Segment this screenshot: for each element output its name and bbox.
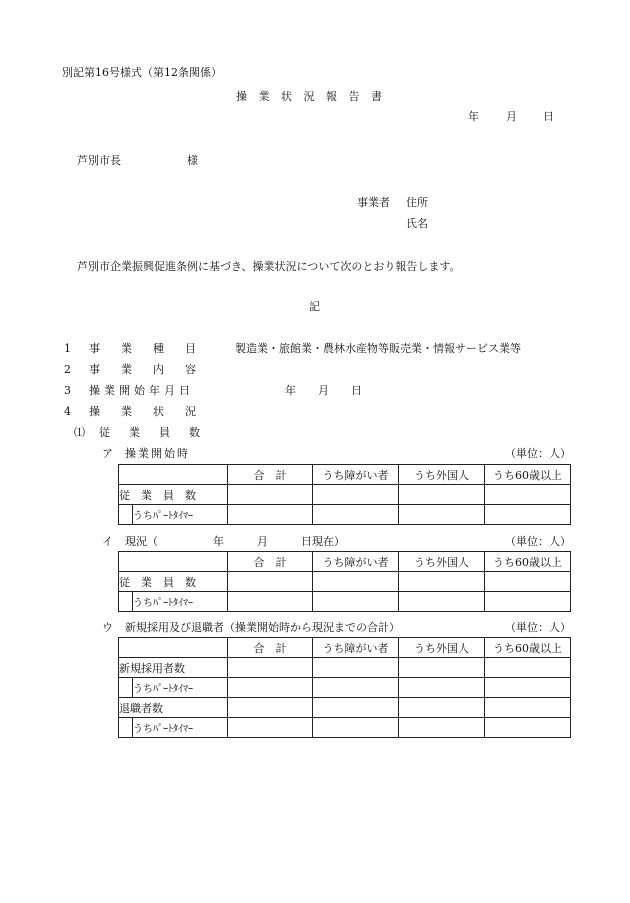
- section-a-unit: （単位：人）: [505, 447, 571, 460]
- input-cell[interactable]: [313, 718, 399, 738]
- col-60plus: うち60歳以上: [485, 638, 571, 658]
- business-label: 事業者: [357, 196, 390, 209]
- col-disabled: うち障がい者: [313, 465, 399, 485]
- input-cell[interactable]: [399, 592, 485, 612]
- row-label: 従 業 員 数: [119, 572, 228, 592]
- table-row: [119, 572, 571, 592]
- table-row: [119, 592, 571, 612]
- input-cell[interactable]: [313, 658, 399, 678]
- section-a-title: 操業開始時: [125, 447, 190, 460]
- row-label: 従 業 員 数: [119, 485, 228, 505]
- input-cell[interactable]: [485, 505, 571, 525]
- business-address-label: 住所: [406, 196, 428, 209]
- table-row: [119, 698, 571, 718]
- input-cell[interactable]: [228, 592, 313, 612]
- section-b-unit: （単位：人）: [505, 535, 571, 548]
- item-2-label: 事 業 内 容: [89, 363, 201, 376]
- input-cell[interactable]: [399, 678, 485, 698]
- section-c-table: [118, 637, 571, 738]
- table-row: [119, 658, 571, 678]
- document-title: 操 業 状 況 報 告 書: [236, 90, 386, 103]
- col-60plus: うち60歳以上: [485, 552, 571, 572]
- col-foreign: うち外国人: [399, 552, 485, 572]
- addressee-honorific: 様: [187, 154, 198, 167]
- item-4-no: 4: [64, 405, 71, 418]
- section-b-title: 現況（ 年 月 日現在）: [125, 535, 345, 548]
- row-sublabel: うちﾊﾟｰﾄﾀｲﾏｰ: [133, 592, 228, 612]
- input-cell[interactable]: [399, 718, 485, 738]
- col-total: 合 計: [228, 638, 313, 658]
- input-cell[interactable]: [313, 485, 399, 505]
- input-cell[interactable]: [228, 678, 313, 698]
- input-cell[interactable]: [313, 678, 399, 698]
- sub1-no: ⑴: [74, 426, 85, 439]
- section-a-table: [118, 464, 571, 525]
- input-cell[interactable]: [485, 698, 571, 718]
- section-c-title: 新規採用及び退職者（操業開始時から現況までの合計）: [125, 621, 400, 634]
- row-sublabel: うちﾊﾟｰﾄﾀｲﾏｰ: [133, 505, 228, 525]
- col-total: 合 計: [228, 465, 313, 485]
- input-cell[interactable]: [313, 698, 399, 718]
- col-total: 合 計: [228, 552, 313, 572]
- section-c-unit: （単位：人）: [505, 621, 571, 634]
- col-foreign: うち外国人: [399, 465, 485, 485]
- col-disabled: うち障がい者: [313, 638, 399, 658]
- table-header-row: [119, 638, 571, 658]
- item-3-no: 3: [64, 384, 71, 397]
- section-c-marker: ウ: [102, 621, 113, 634]
- input-cell[interactable]: [485, 718, 571, 738]
- section-b-marker: イ: [102, 535, 113, 548]
- form-id: 別記第16号様式（第12条関係）: [62, 66, 222, 79]
- item-2-no: 2: [64, 363, 71, 376]
- input-cell[interactable]: [485, 572, 571, 592]
- table-row: [119, 505, 571, 525]
- body-text: 芦別市企業振興促進条例に基づき、操業状況について次のとおり報告します。: [77, 260, 461, 273]
- table-header-row: [119, 465, 571, 485]
- col-disabled: うち障がい者: [313, 552, 399, 572]
- input-cell[interactable]: [485, 678, 571, 698]
- col-foreign: うち外国人: [399, 638, 485, 658]
- input-cell[interactable]: [228, 698, 313, 718]
- date-year: 年: [468, 110, 479, 123]
- input-cell[interactable]: [399, 485, 485, 505]
- input-cell[interactable]: [485, 658, 571, 678]
- addressee-name: 芦別市長: [77, 154, 121, 167]
- col-60plus: うち60歳以上: [485, 465, 571, 485]
- input-cell[interactable]: [228, 572, 313, 592]
- item-1-value: 製造業・旅館業・農林水産物等販売業・情報サービス業等: [235, 342, 521, 355]
- date-day: 日: [543, 110, 554, 123]
- table-row: [119, 718, 571, 738]
- date-month: 月: [506, 110, 517, 123]
- item-1-no: 1: [64, 342, 71, 355]
- input-cell[interactable]: [228, 505, 313, 525]
- input-cell[interactable]: [228, 718, 313, 738]
- table-row: [119, 678, 571, 698]
- row-label: 新規採用者数: [119, 658, 228, 678]
- item-3-label: 操業開始年月日: [89, 384, 194, 397]
- row-sublabel: うちﾊﾟｰﾄﾀｲﾏｰ: [133, 718, 228, 738]
- table-row: [119, 485, 571, 505]
- input-cell[interactable]: [313, 572, 399, 592]
- input-cell[interactable]: [399, 572, 485, 592]
- item-4-label: 操 業 状 況: [89, 405, 201, 418]
- row-sublabel: うちﾊﾟｰﾄﾀｲﾏｰ: [133, 678, 228, 698]
- input-cell[interactable]: [228, 658, 313, 678]
- input-cell[interactable]: [399, 658, 485, 678]
- item-1-label: 事 業 種 目: [89, 342, 201, 355]
- table-header-row: [119, 552, 571, 572]
- item-3-value: 年 月 日: [285, 384, 362, 397]
- business-name-label: 氏名: [406, 217, 428, 230]
- section-b-table: [118, 551, 571, 612]
- input-cell[interactable]: [485, 592, 571, 612]
- input-cell[interactable]: [485, 485, 571, 505]
- input-cell[interactable]: [313, 592, 399, 612]
- input-cell[interactable]: [228, 485, 313, 505]
- input-cell[interactable]: [399, 698, 485, 718]
- input-cell[interactable]: [399, 505, 485, 525]
- sub1-label: 従 業 員 数: [99, 426, 204, 439]
- section-a-marker: ア: [102, 447, 113, 460]
- ki-marker: 記: [309, 300, 320, 313]
- input-cell[interactable]: [313, 505, 399, 525]
- row-label: 退職者数: [119, 698, 228, 718]
